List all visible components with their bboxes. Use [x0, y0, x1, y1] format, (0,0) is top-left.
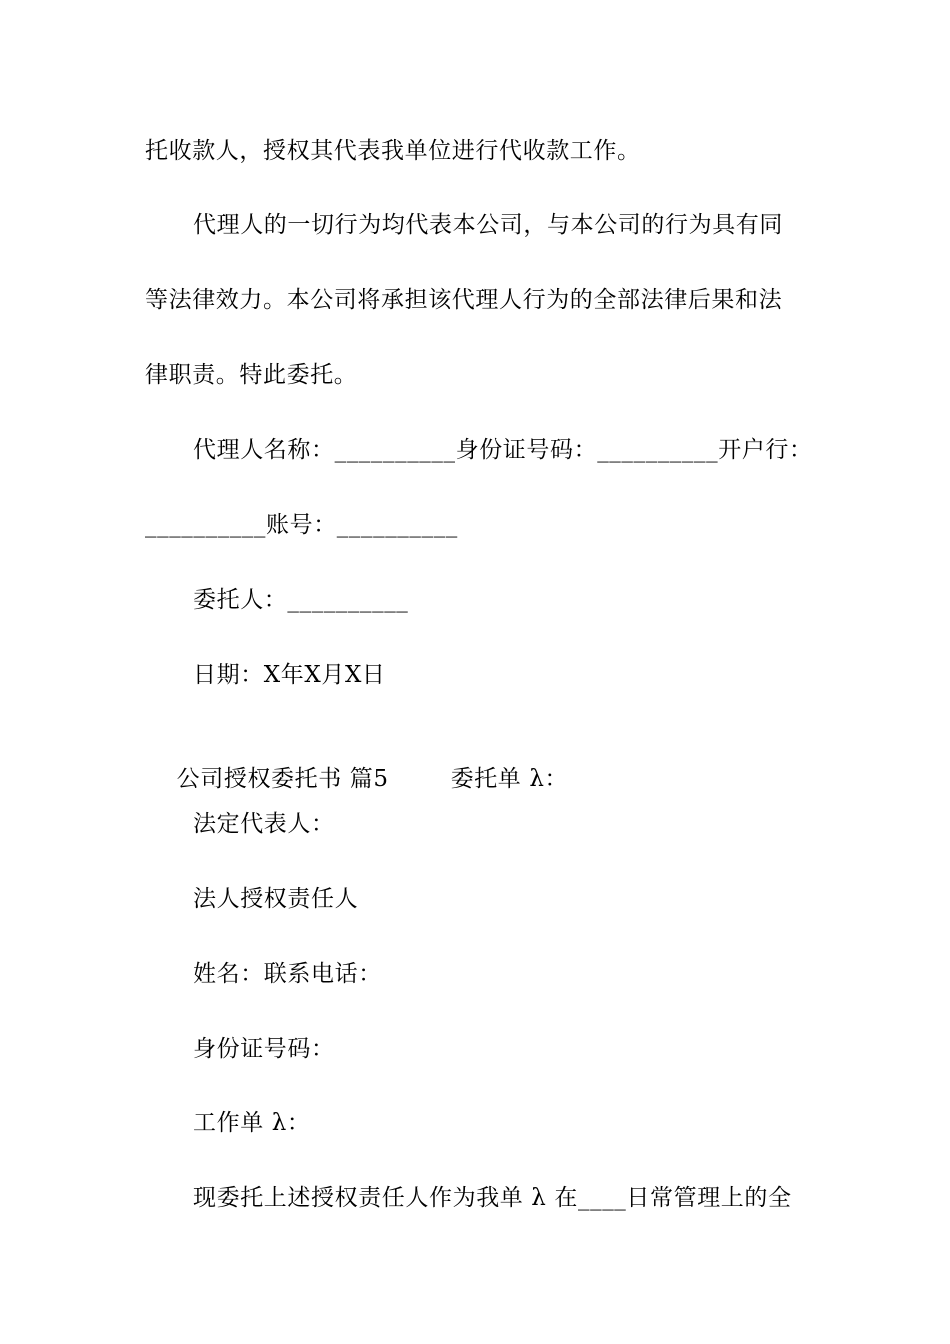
id-number-line: 身份证号码： [193, 1036, 335, 1062]
paragraph-line: 等法律效力。本公司将承担该代理人行为的全部法律后果和法 [145, 287, 783, 313]
work-unit-line: 工作单 λ： [193, 1110, 311, 1136]
authorized-person-line: 法人授权责任人 [193, 886, 359, 912]
name-phone-line: 姓名：联系电话： [193, 961, 382, 987]
date-line: 日期：X年X月X日 [193, 662, 386, 688]
account-line: __________账号：__________ [145, 512, 458, 538]
agent-info-line: 代理人名称：__________身份证号码：__________开户行： [193, 437, 813, 463]
section-heading: 公司授权委托书 篇5 [176, 766, 389, 792]
principal-line: 委托人：__________ [193, 587, 409, 613]
paragraph-line: 托收款人，授权其代表我单位进行代收款工作。 [145, 138, 641, 164]
paragraph-line: 现委托上述授权责任人作为我单 λ 在____日常管理上的全 [193, 1185, 792, 1211]
paragraph-line: 律职责。特此委托。 [145, 362, 358, 388]
entrusting-unit-label: 委托单 λ： [450, 766, 569, 792]
legal-rep-line: 法定代表人： [193, 811, 335, 837]
paragraph-line: 代理人的一切行为均代表本公司，与本公司的行为具有同 [193, 212, 783, 238]
